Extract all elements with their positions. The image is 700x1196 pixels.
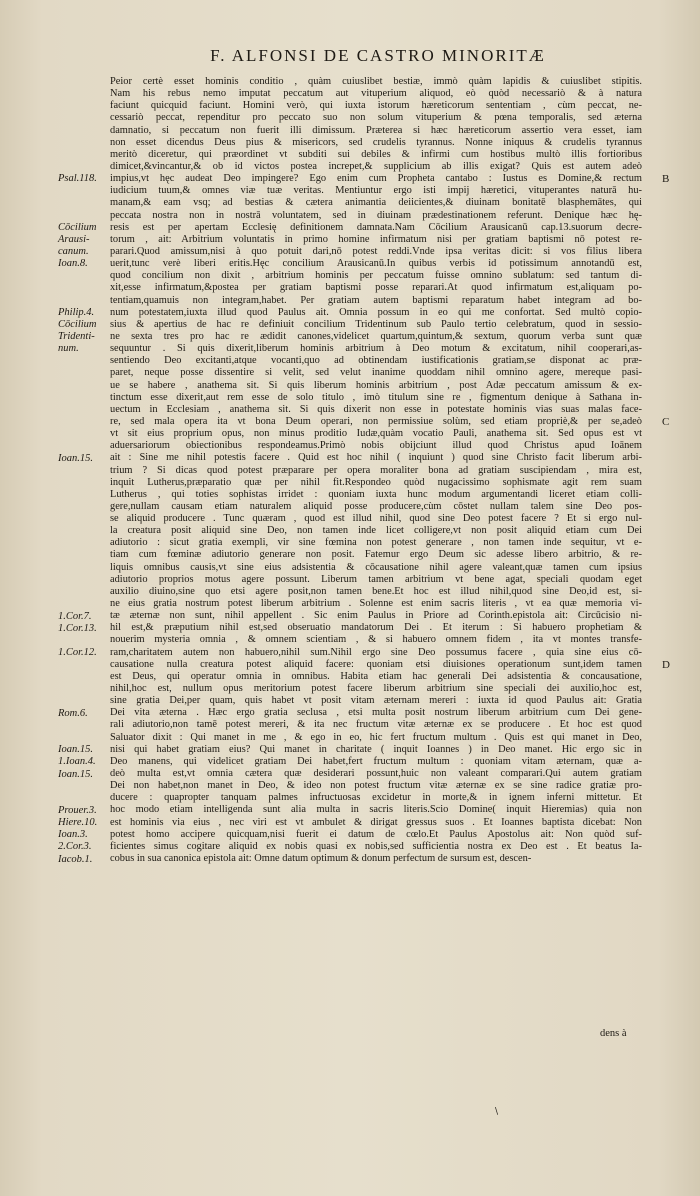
text-line: adiutorio : sicut gratia exempli, vir sine fœmina non potest generare , non tamen inde sequitur, vt e- (110, 537, 642, 549)
section-letter: D (662, 659, 670, 672)
text-line: meritò diceretur, qui præordinet vt subditi sui debiles & infirmi cum hostibus multò illis fortioribus (110, 148, 642, 160)
text-line: la creatura posit aliquid sine Deo, non tamen inde licet colligere,vt non posit aliquid etiam cum Dei (110, 525, 642, 537)
margin-reference: Ioan.15. (58, 452, 93, 464)
text-line: uerit,tunc verè liberi eritis.Hęc concilium Arausicanū.In quibus verbis id potissimum annotandū est, (110, 258, 642, 270)
text-line: quod concilium non dixit , arbitrium hominis per peccatum fuisse omnino sublatum: sed tantum di- (110, 270, 642, 282)
text-line: hoc modo etiam intelligenda sunt alia multa in sacris literis.Scio Domine( inquit Hieremias) quia non (110, 804, 642, 816)
margin-reference: Cōcilium (58, 221, 97, 233)
text-line: adiutorio proprios motus agere possunt. Liberum tamen arbitrium vt bene agat, speciali quodam eget (110, 573, 642, 585)
text-line: liquis omnibus causis,vt sine eius adsistentia & cōcausatione nihil agere valeant,quæ tamen cum ipsius (110, 561, 642, 573)
text-line: sine gratia Dei,per quam, quis habet vt posit vitam æternam mereri : iuxta id quod Paulus ait: Gratia (110, 695, 642, 707)
text-line: vt sit eius proprium opus, non minus proditio Iudæ,quàm vocatio Pauli, anathema sit. Sed opus est vt (110, 428, 642, 440)
text-line: dimicet,&vincantur,& ob id victos postea increpet,& supplicium ab illis exigat? Quis est autem adeò (110, 160, 642, 172)
text-line: sentiendo Deo excitanti,atque vocanti,quo ad obtinendam iustificationis gratiam,se disponat ac præ- (110, 355, 642, 367)
text-line: re, sed mala opera ita vt bona Deum operari, non permissiue solùm, sed etiam propriè,& per se,adeò (110, 415, 642, 427)
text-line: est Deus, qui operatur omnia in omnibus. Habita etiam hac generali Dei adsistentia & concausatione, (110, 670, 642, 682)
text-line: nisi qui habet gratiam eius? Qui manet in charitate ( inquit Ioannes ) in Deo manet. Hic ergo sic in (110, 743, 642, 755)
text-line: deò multa est,vt omnia cætera quæ desiderari possunt,huic non valeant comparari.Qui autem gratiam (110, 768, 642, 780)
margin-reference: 2.Cor.3. (58, 841, 92, 853)
text-line: sequuntur . Si quis dixerit,liberum hominis arbitrium à Deo motum & excitatum, nihil cooperari,as- (110, 343, 642, 355)
text-line: Saluator dixit : Qui manet in me , & ego in eo, hic fert fructum multum . Quis est qui manet in Deo, (110, 731, 642, 743)
margin-reference: Hiere.10. (58, 817, 98, 829)
text-line: tiam cum fœminæ adiutorio generare non posit. Fatemur ergo Deum sic adesse libero arbitrio, & re- (110, 549, 642, 561)
section-letter: C (662, 416, 670, 429)
text-line: est hominis via eius , nec viri est vt ambulet & dirigat gressus suos . Et Ioannes baptista dicebat: Non (110, 816, 642, 828)
margin-reference: Ioan.8. (58, 258, 88, 270)
text-line: resis est per apertam Ecclesię definitionem damnata.Nam Cōcilium Arausicanū cap.13.suorum decre- (110, 221, 642, 233)
text-line: num potestatem,iuxta illud quod Paulus ait. Omnia possum in eo qui me confortat. Sed multò copio- (110, 306, 642, 318)
text-line: auxilio diuino,sine quo etsi agere posit,non tamen bene.Et hoc est illud nihil,quod sine Deo,id est, si- (110, 585, 642, 597)
text-line: Peior certè esset hominis conditio , quàm cuiuslibet bestiæ, immò quàm lapidis & cuiuslibet stipitis. (110, 76, 642, 87)
text-line: potest homo accipere quicquam,nisi fuerit ei datum de cœlo.Et Paulus Apostolus ait: Non quòd suf- (110, 828, 642, 840)
margin-reference: Prouer.3. (58, 805, 97, 816)
margin-reference: Cōcilium (58, 319, 97, 330)
text-line: Lutherus , qui toties sophistas irridet : quoniam iuxta hunc modum argumentandi liceret etiam colli- (110, 488, 642, 500)
text-line: impius,vt hęc audeat Deo impingere? Ego enim cum Propheta cantabo : Iustus es Domine,& rectum (110, 173, 642, 185)
text-line: damnatio, si peccatum non fuerit illi dimissum. Præterea si hæc hæreticorum assertio vera esset, iam (110, 124, 642, 136)
text-line: sius & apertius de hac re definiuit concilium Tridentinum sub Paulo tertio celebratum, quod in sessio- (110, 318, 642, 330)
text-line: se aliquid producere . Tunc quæram , quod est illud nihil, quod sine Deo potest facere ? Et si ergo nul- (110, 513, 642, 525)
margin-reference: canum. (58, 246, 89, 258)
margin-reference: Philip.4. (58, 306, 95, 318)
margin-reference: Rom.6. (58, 707, 88, 719)
text-line: aduersariorum obiectionibus respondeamus.Primò nobis obijciunt illud quod Christus apud Ioānem (110, 440, 642, 452)
text-line: peccata nostra non in nostrā voluntatem, sed in diuinam prædestinationem referunt. Denique hæc hę- (110, 209, 642, 221)
text-line: Nam his rebus nemo imputat peccatum aut vituperium aliquod, eò quòd necessariò & à natura (110, 88, 642, 100)
margin-reference: Ioan.15. (58, 744, 93, 756)
text-line: torum , ait: Arbitrium voluntatis in primo homine infirmatum nisi per gratiam baptismi nō potest re- (110, 233, 642, 245)
text-line: Dei non habet,non manet in Deo, & ideo non potest fructum vitæ æternæ ex se sine radice gratiæ pro- (110, 780, 642, 792)
margin-reference: Ioan.3. (58, 829, 88, 841)
text-line: non esset dicendus Deus pius & misericors, sed crudelis tyrannus. Nonne iniquus & crudelis tyrannus (110, 136, 642, 148)
text-line: paret, neque posse dissentire si velit, sed velut inanime quoddam nihil omnino agere, mereque pasi- (110, 367, 642, 379)
section-letter: B (662, 173, 670, 186)
text-line: faciunt quicquid faciunt. Homini verò, qui iuxta istorum hæreticorum sententiam , cùm peccat, ne- (110, 100, 642, 112)
text-line: tentiam,quamuis non integram,habet. Per gratiam autem baptismi reparatum habet integram ad bo- (110, 294, 642, 306)
text-line: tæ æternæ non sunt, nihil appellent . Sic enim Paulus in Priore ad Corinth.epistola ait: Circūcisio ni- (110, 610, 642, 622)
text-line: causatione nulla creatura potest aliquid facere: quoniam etsi diuisiones operationum sunt,idem tamen (110, 658, 642, 670)
text-line: nouerim mysteria omnia , & omnem scientiam , & si habuero omnem fidem , ita vt montes transfe- (110, 634, 642, 646)
text-line: tinctum esse dixerit,aut rem esse de solo titulo , imò titulum sine re , figmentum denique à Sathana in- (110, 391, 642, 403)
margin-reference: Tridenti- (58, 331, 95, 343)
text-line: cessariò peccat, rependitur pro peccato suo non solum vituperium & pœna temporalis, sed æterna (110, 112, 642, 124)
text-line: rali adiutorio,non tamē potest mereri, & ita nec fructum vitæ æternæ ex se producere . Et hoc est quod (110, 719, 642, 731)
text-line: Dei vita æterna . Hæc ergo gratia seclusa , etsi multa posit nostrum liberum arbitrium cum Dei gene- (110, 707, 642, 719)
text-line: cobus in sua canonica epistola ait: Omne datum optimum & donum perfectum de sursum est, descen- (110, 853, 532, 864)
margin-reference: num. (58, 343, 79, 355)
text-line: parari.Quod amissum,nisi à quo potuit dari,nō potest reddi.Vnde ipsa veritas dicit: si vos filius libera (110, 245, 642, 257)
text-line: iudicium tuum,& omnes viæ tuæ veritas. Mentiuntur ergo isti impij hæretici, vituperantes naturā hu- (110, 185, 642, 197)
margin-reference: 1.Cor.13. (58, 622, 97, 634)
text-line: ue se habere , anathema sit. Si quis liberum hominis arbitrium , post Adæ peccatum amissum & ex- (110, 379, 642, 391)
text-line: ficientes simus cogitare aliquid ex nobis quasi ex nobis,sed sufficientia nostra ex Deo est . Et beatus Ia- (110, 840, 642, 852)
text-line: ducere : quapropter tanquam palmes infructuosas excidetur in morte,& in ignem inferni mittetur. Et (110, 792, 642, 804)
text-line: manam,& eam vsq; ad bestias & cætera animantia deiicientes,& diuinam bonitatē blasphemātes, qui (110, 197, 642, 209)
margin-reference: Psal.118. (58, 173, 97, 185)
catchword: dens à (600, 1028, 627, 1039)
text-line: Deo manens, qui videlicet gratiam Dei habet,fert fructum multum : quoniam vitam æternam, quæ a- (110, 755, 642, 767)
text-line: gere,nullam causam etiam naturalem aliquid posse producere,cùm cōstet nullam talem sine Deo pos- (110, 500, 642, 512)
text-line: ram,charitatem autem non habuero,nihil sum.Nihil ergo sine Deo possumus facere , quia sine eius cō- (110, 646, 642, 658)
margin-reference: 1.Cor.12. (58, 647, 97, 659)
running-header: F. ALFONSI DE CASTRO MINORITÆ (210, 46, 546, 65)
text-line: xit,esse infirmatum,&postea per gratiam baptismi posse reparari.At quod infirmatum est,aliquam po- (110, 282, 642, 294)
text-line: ne eius gratia nostrum potest liberum arbitrium . Solenne est enim sacris literis , vt ea quæ memoria vi- (110, 598, 642, 610)
text-line: ait : Sine me nihil potestis facere . Quid est hoc nihil ( inquiunt ) quod sine Christo facit liberum arbi- (110, 452, 642, 464)
text-line: inquit Lutherus,præparatio quæ per nihil fit.Respondeo quòd nugacissimo sophismate agit rem suam (110, 476, 642, 488)
text-line: ne sexta tres pro hac re ædidit canones,videlicet quartum,quintum,& sextum, quorum verba sunt quæ (110, 330, 642, 342)
text-line: hil est,& præputium nihil est,sed obseruatio mandatorum Dei . Et iterum : Si habuero prophetiam & (110, 622, 642, 634)
text-line: trium ? Si dicas quod potest præparare per opera moraliter bona ad gratiam suscipiendam , mira est, (110, 464, 642, 476)
ink-mark: \ (495, 1107, 499, 1117)
text-line: nihil,hoc est, nullum opus meritorium potest facere liberum arbitrium sine speciali dei auxilio,hoc est, (110, 683, 642, 695)
margin-reference: 1.Ioan.4. (58, 756, 96, 768)
margin-reference: 1.Cor.7. (58, 610, 92, 622)
margin-reference: Ioan.15. (58, 768, 93, 780)
text-line: uectum in Ecclesiam , anathema sit. Si quis dixerit non esse in potestate hominis vias suas malas face- (110, 403, 642, 415)
margin-reference: Arausi- (58, 233, 90, 245)
main-text-block (110, 76, 642, 865)
margin-reference: Iacob.1. (58, 853, 93, 865)
